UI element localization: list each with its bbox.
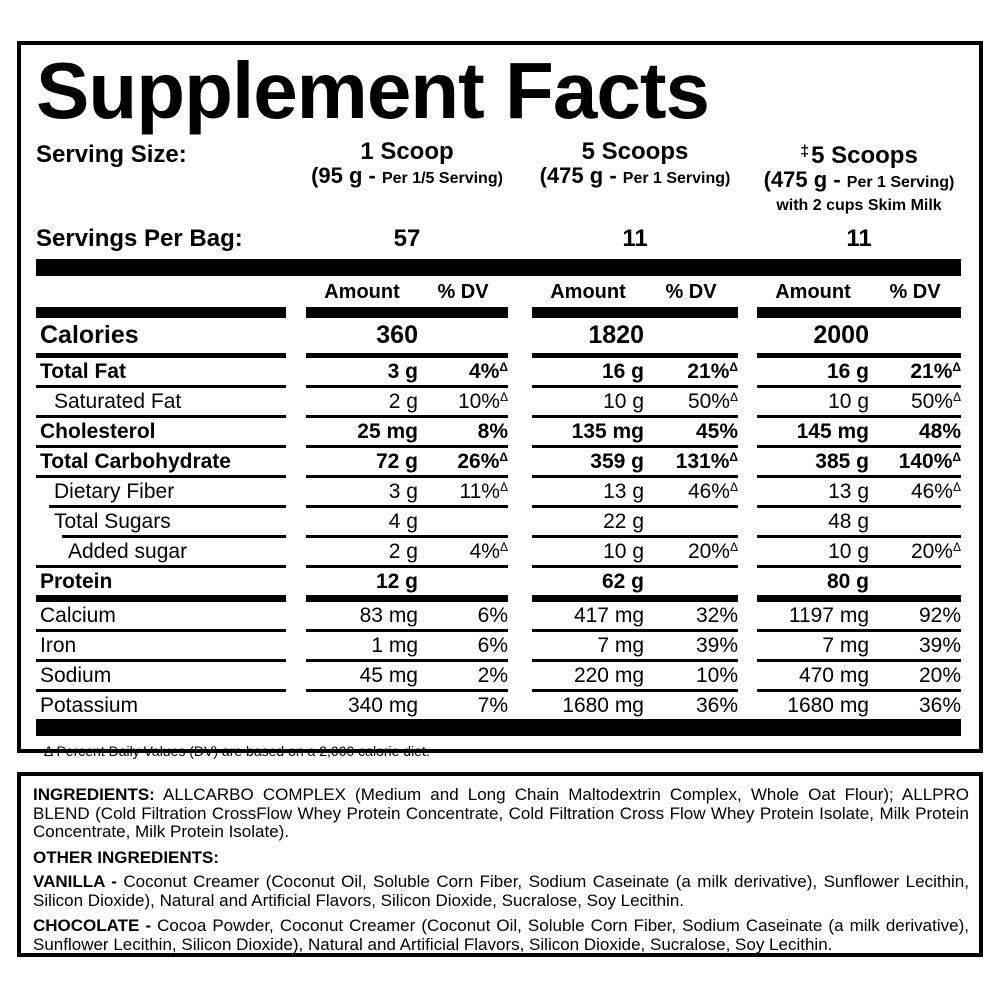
row-separator	[36, 385, 961, 388]
value-group	[532, 570, 738, 594]
dv-value: 32%	[695, 603, 738, 627]
dv-header: % DV	[437, 281, 489, 303]
dv-value	[644, 570, 738, 594]
dv-value: 50%$^\Delta$	[687, 389, 738, 413]
amount-value: 3 g	[388, 479, 418, 503]
value-group	[306, 360, 508, 384]
amount-value: 340 mg	[347, 693, 418, 717]
delta-footnote-mark: Δ	[729, 449, 738, 464]
amount-value: 16 g	[601, 359, 644, 383]
dv-value: 8%	[477, 419, 508, 443]
amount-value: 1820	[588, 321, 644, 349]
dv-value: 20%$^\Delta$	[910, 539, 961, 563]
dv-value: 45%	[695, 419, 738, 443]
ingredients-panel	[17, 772, 983, 957]
serving-detail: (475 g - Per 1 Serving)	[539, 163, 731, 188]
serving-extra: with 2 cups Skim Milk	[776, 197, 942, 214]
chocolate-ingredients-paragraph: CHOCOLATE - Cocoa Powder, Coconut Creamer (Coconut Oil, Soluble Corn Fiber, Sodium Caseinate (a milk derivative), Sunflower Lecithin, Silicon Dioxide), Natural and Artificial Flavors, Silicon Dioxide, Sucralose, Soy Lecithin.	[33, 916, 969, 954]
dv-value	[418, 510, 508, 534]
amount-value: 2 g	[388, 389, 418, 413]
amount-value: 10 g	[828, 389, 869, 413]
servings-per-bag-value: 57	[393, 225, 421, 252]
amount-value: 45 mg	[359, 663, 418, 687]
servings-per-bag-row	[36, 225, 961, 253]
value-group	[306, 694, 508, 718]
amount-value: 470 mg	[798, 663, 869, 687]
table-row	[36, 388, 961, 415]
amount-value: 145 mg	[796, 419, 869, 443]
dv-value: 36%	[695, 693, 738, 717]
amount-value: 25 mg	[357, 419, 418, 443]
amount-header: Amount	[324, 281, 400, 303]
row-separator	[36, 659, 961, 662]
serving-column-2	[532, 139, 738, 216]
value-group	[757, 420, 961, 444]
divider-bar-bottom	[36, 719, 961, 736]
nutrient-label: Calories	[40, 321, 139, 349]
value-group	[306, 390, 508, 414]
amount-value: 3 g	[387, 359, 418, 383]
amount-header: Amount	[550, 281, 626, 303]
value-group	[757, 664, 961, 688]
amount-value: 80 g	[826, 569, 869, 593]
flavor-name: VANILLA -	[33, 872, 124, 891]
dv-value: 4%$^\Delta$	[469, 359, 508, 383]
delta-footnote-mark: Δ	[499, 359, 508, 374]
value-group	[757, 360, 961, 384]
amount-value: 359 g	[590, 449, 644, 473]
serving-detail: (95 g - Per 1/5 Serving)	[311, 163, 503, 188]
amount-value: 1197 mg	[788, 603, 869, 627]
amount-header: Amount	[775, 281, 851, 303]
amount-value: 13 g	[828, 479, 869, 503]
value-group	[532, 634, 738, 658]
delta-footnote-mark: Δ	[952, 389, 961, 404]
dv-value: 2%	[477, 663, 508, 687]
row-separator	[36, 353, 961, 358]
delta-footnote-mark: Δ	[499, 479, 508, 494]
dv-value: 131%$^\Delta$	[675, 449, 738, 473]
nutrient-label: Saturated Fat	[54, 389, 182, 413]
amount-value: 360	[376, 321, 418, 349]
nutrient-label: Calcium	[40, 603, 116, 627]
value-group	[306, 420, 508, 444]
row-separator	[36, 415, 961, 418]
servings-per-bag-value: 11	[846, 225, 872, 252]
row-separator	[36, 595, 961, 602]
dv-value: 26%$^\Delta$	[457, 449, 508, 473]
value-group	[757, 570, 961, 594]
nutrient-rows	[36, 353, 961, 719]
dv-value: 7%	[477, 693, 508, 717]
value-group	[306, 480, 508, 504]
serving-name: ‡5 Scoops	[800, 142, 918, 169]
value-group	[532, 604, 738, 628]
table-row	[36, 692, 961, 719]
serving-column-3	[757, 139, 961, 216]
amount-value: 13 g	[603, 479, 644, 503]
amount-value: 135 mg	[571, 419, 644, 443]
amount-value: 10 g	[828, 539, 869, 563]
amount-value: 1 mg	[371, 633, 418, 657]
nutrient-label: Sodium	[40, 663, 112, 687]
amount-value: 7 mg	[822, 633, 869, 657]
value-group	[306, 634, 508, 658]
value-group	[757, 540, 961, 564]
delta-footnote-mark: Δ	[499, 539, 508, 554]
header-separator	[36, 307, 961, 318]
amount-value: 1680 mg	[562, 693, 644, 717]
amount-value: 4 g	[388, 509, 418, 533]
ingredients-paragraph: INGREDIENTS: ALLCARBO COMPLEX (Medium and Long Chain Maltodextrin Complex, Whole Oat Flour); ALLPRO BLEND (Cold Filtration CrossFlow Whey Protein Concentrate, Cold Filtration Cross Flow Whey Protein Isolate, Milk Protein Concentrate, Milk Protein Isolate).	[33, 785, 969, 841]
value-group	[532, 664, 738, 688]
value-group	[757, 390, 961, 414]
dv-value	[869, 510, 961, 534]
serving-column-1	[306, 139, 508, 216]
serving-size-row	[36, 139, 961, 216]
dv-value: 92%	[918, 603, 961, 627]
servings-per-bag-value: 11	[622, 225, 648, 252]
table-row	[36, 568, 961, 595]
ingredients-heading: INGREDIENTS:	[33, 785, 155, 804]
nutrient-label: Cholesterol	[40, 419, 156, 443]
value-group	[757, 480, 961, 504]
dv-header: % DV	[665, 281, 717, 303]
value-group	[532, 480, 738, 504]
serving-size-label: Serving Size:	[36, 141, 187, 168]
delta-footnote-mark: Δ	[499, 449, 508, 464]
nutrient-label: Total Sugars	[54, 509, 171, 533]
amount-value: 10 g	[603, 389, 644, 413]
amount-value: 1680 mg	[787, 693, 869, 717]
row-separator	[36, 629, 961, 632]
dv-value: 48%	[918, 419, 961, 443]
row-separator	[36, 565, 961, 568]
delta-footnote-mark: Δ	[729, 539, 738, 554]
dv-value: 6%	[477, 603, 508, 627]
column-header-group	[757, 281, 961, 304]
dv-value: 10%$^\Delta$	[457, 389, 508, 413]
amount-value: 2 g	[388, 539, 418, 563]
table-row	[36, 508, 961, 535]
column-headers-row	[36, 276, 961, 307]
dv-value: 10%	[695, 663, 738, 687]
value-group	[757, 510, 961, 534]
dv-value	[418, 570, 508, 594]
dv-value: 39%	[918, 633, 961, 657]
nutrient-label: Protein	[40, 569, 113, 593]
dv-value: 39%	[695, 633, 738, 657]
page-title: Supplement Facts	[36, 46, 710, 135]
nutrient-label: Iron	[40, 633, 77, 657]
table-row	[36, 358, 961, 385]
dv-value: 11%$^\Delta$	[459, 479, 508, 503]
value-group	[532, 694, 738, 718]
double-dagger-mark: ‡	[800, 143, 810, 160]
delta-footnote-mark: Δ	[952, 479, 961, 494]
dv-value: 20%$^\Delta$	[687, 539, 738, 563]
serving-detail: (475 g - Per 1 Serving)	[763, 167, 955, 192]
value-group	[532, 540, 738, 564]
delta-footnote-mark: Δ	[499, 389, 508, 404]
table-row	[36, 538, 961, 565]
divider-bar-top	[36, 259, 961, 276]
nutrient-label: Dietary Fiber	[54, 479, 175, 503]
value-group	[306, 510, 508, 534]
nutrient-label: Total Carbohydrate	[40, 449, 231, 473]
amount-value: 10 g	[603, 539, 644, 563]
amount-value: 417 mg	[573, 603, 644, 627]
amount-value: 22 g	[603, 509, 644, 533]
dv-value: 36%	[918, 693, 961, 717]
nutrient-label: Potassium	[40, 693, 139, 717]
delta-footnote-mark: Δ	[952, 359, 961, 374]
dv-value: 20%	[918, 663, 961, 687]
nutrient-label: Added sugar	[68, 539, 188, 563]
amount-value: 62 g	[601, 569, 644, 593]
row-separator	[36, 475, 961, 478]
value-group	[532, 420, 738, 444]
amount-value: 220 mg	[573, 663, 644, 687]
other-ingredients-heading: OTHER INGREDIENTS:	[33, 847, 220, 867]
amount-value: 48 g	[828, 509, 869, 533]
column-header-group	[532, 281, 738, 304]
vanilla-ingredients-paragraph: VANILLA - Coconut Creamer (Coconut Oil, Soluble Corn Fiber, Sodium Caseinate (a milk derivative), Sunflower Lecithin, Silicon Dioxide), Natural and Artificial Flavors, Silicon Dioxide, Sucralose, Soy Lecithin.	[33, 872, 969, 910]
dv-value: 140%$^\Delta$	[898, 449, 961, 473]
nutrient-label: Total Fat	[40, 359, 126, 383]
value-group	[306, 540, 508, 564]
amount-value: 7 mg	[597, 633, 644, 657]
dv-footnote: Δ Percent Daily Values (DV) are based on a 2,000 calorie diet.	[44, 743, 430, 759]
table-row	[36, 602, 961, 629]
dv-value: 21%$^\Delta$	[687, 359, 738, 383]
value-group	[306, 664, 508, 688]
dv-value: 6%	[477, 633, 508, 657]
value-group	[532, 360, 738, 384]
dv-value	[869, 570, 961, 594]
value-group	[306, 570, 508, 594]
row-separator	[36, 445, 961, 448]
delta-footnote-mark: Δ	[729, 479, 738, 494]
table-row	[36, 662, 961, 689]
dv-value: 21%$^\Delta$	[910, 359, 961, 383]
value-group	[757, 694, 961, 718]
amount-value: 385 g	[815, 449, 869, 473]
row-separator	[36, 689, 961, 692]
dv-value: 4%$^\Delta$	[469, 539, 508, 563]
value-group	[757, 450, 961, 474]
value-group	[306, 450, 508, 474]
amount-value: 72 g	[375, 449, 418, 473]
dv-value: 50%$^\Delta$	[910, 389, 961, 413]
servings-per-bag-label: Servings Per Bag:	[36, 225, 243, 252]
delta-footnote-mark: Δ	[952, 539, 961, 554]
column-header-group	[306, 281, 508, 304]
value-group	[532, 390, 738, 414]
dv-header: % DV	[889, 281, 941, 303]
table-row	[36, 478, 961, 505]
serving-extra	[306, 190, 508, 192]
flavor-name: CHOCOLATE -	[33, 916, 158, 935]
delta-footnote-mark: Δ	[729, 359, 738, 374]
value-group	[306, 604, 508, 628]
dv-value	[644, 510, 738, 534]
value-group	[532, 510, 738, 534]
amount-value: 2000	[813, 321, 869, 349]
value-group	[532, 450, 738, 474]
serving-name: 1 Scoop	[360, 138, 454, 165]
table-row	[36, 632, 961, 659]
row-separator	[36, 535, 961, 538]
supplement-facts-panel	[17, 41, 983, 759]
delta-footnote-mark: Δ	[952, 449, 961, 464]
delta-footnote-mark: Δ	[729, 389, 738, 404]
amount-value: 12 g	[375, 569, 418, 593]
value-group	[757, 634, 961, 658]
table-row	[36, 418, 961, 445]
dv-value: 46%$^\Delta$	[910, 479, 961, 503]
table-row	[36, 448, 961, 475]
serving-name: 5 Scoops	[581, 138, 689, 165]
amount-value: 83 mg	[359, 603, 418, 627]
serving-extra	[532, 190, 738, 192]
calories-row	[36, 318, 961, 353]
value-group	[757, 604, 961, 628]
row-separator	[36, 505, 961, 508]
dv-value: 46%$^\Delta$	[687, 479, 738, 503]
amount-value: 16 g	[826, 359, 869, 383]
